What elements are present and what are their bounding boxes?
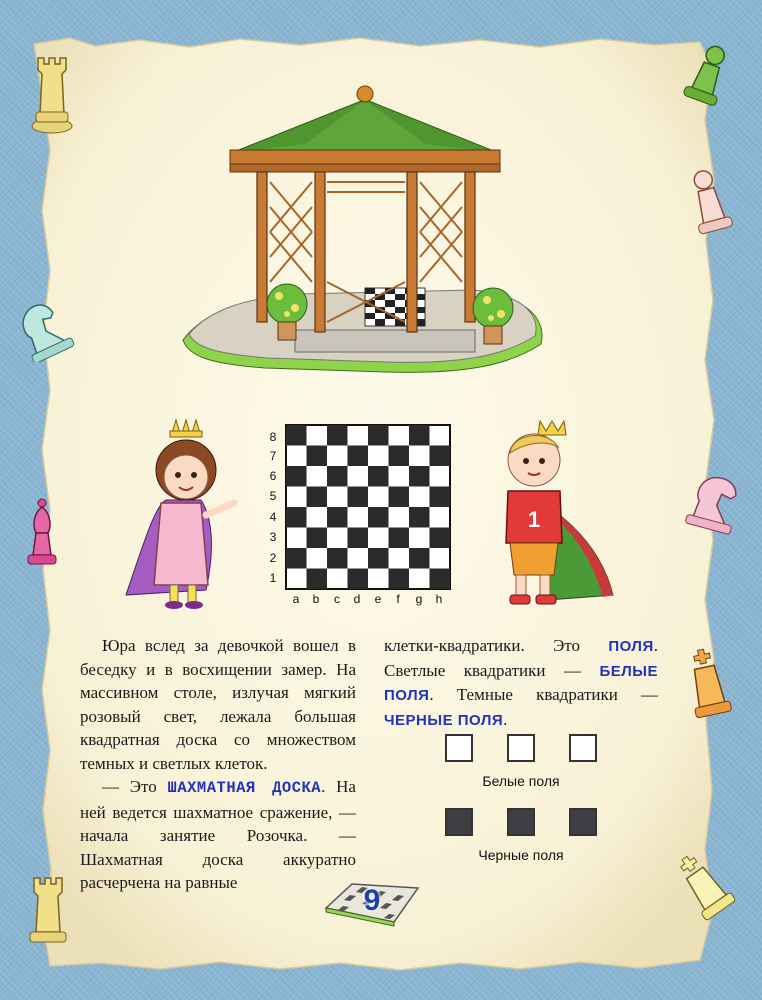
white-square-sample [445, 734, 473, 762]
boy-illustration [488, 415, 618, 610]
keyword-black-squares: ЧЕРНЫЕ ПОЛЯ [384, 711, 504, 729]
file-label: d [353, 592, 361, 606]
rank-label: 7 [269, 449, 277, 463]
black-square-sample [507, 808, 535, 836]
story-column-left [80, 634, 356, 895]
rank-label: 5 [269, 489, 277, 503]
file-label: h [435, 592, 443, 606]
file-label: a [292, 592, 300, 606]
story-column-right [384, 634, 658, 732]
girl-illustration [106, 415, 251, 610]
page-number-badge [322, 878, 422, 928]
chessboard-grid [285, 424, 451, 590]
knight-icon [676, 465, 756, 535]
file-label: c [334, 592, 340, 606]
black-square-sample [445, 808, 473, 836]
knight-icon [8, 292, 78, 362]
rank-label: 1 [269, 571, 277, 585]
shirt-number: 1 [527, 507, 541, 532]
file-label: e [374, 592, 382, 606]
gazebo-illustration [175, 82, 555, 382]
black-squares-caption: Черные поля [478, 847, 564, 863]
king-icon [678, 645, 738, 725]
black-square-sample [569, 808, 597, 836]
rank-label: 3 [269, 530, 277, 544]
pawn-icon [680, 165, 740, 245]
rank-label: 2 [269, 551, 277, 565]
file-label: g [415, 592, 423, 606]
bishop-icon [20, 495, 65, 570]
rank-label: 6 [269, 469, 277, 483]
keyword-squares: ПОЛЯ [608, 638, 654, 655]
pawn-icon [672, 40, 742, 115]
story-paragraph: — Это ШАХМАТНАЯ ДОСКА. На ней ведется шахматное сражение, — начала занятие Розочка. — Шахматная доска аккуратно расчерчена на равные [80, 777, 356, 892]
rook-icon [20, 50, 80, 135]
keyword-white-squares: БЕЛЫЕ ПОЛЯ [384, 662, 658, 704]
story-paragraph: Юра вслед за девочкой вошел в беседку и в восхищении замер. На массивном столе, излучая мягкий розовый свет, лежала большая квадратная доска со множеством темных и светлых клеток. [80, 636, 356, 773]
page-number: 9 [363, 884, 381, 917]
white-squares-caption: Белые поля [482, 773, 560, 789]
rank-label: 4 [269, 510, 277, 524]
king-icon [664, 848, 744, 923]
story-paragraph: клетки-квадратики. Это ПОЛЯ. Светлые квадратики — БЕЛЫЕ ПОЛЯ. Темные квадратики — ЧЕРНЫЕ ПОЛЯ. [384, 636, 658, 729]
rank-label: 8 [269, 430, 277, 444]
keyword-chessboard: ШАХМАТНАЯ ДОСКА [167, 779, 322, 797]
rook-icon [18, 870, 78, 950]
white-square-sample [507, 734, 535, 762]
white-square-sample [569, 734, 597, 762]
file-label: b [312, 592, 320, 606]
file-label: f [396, 592, 400, 606]
